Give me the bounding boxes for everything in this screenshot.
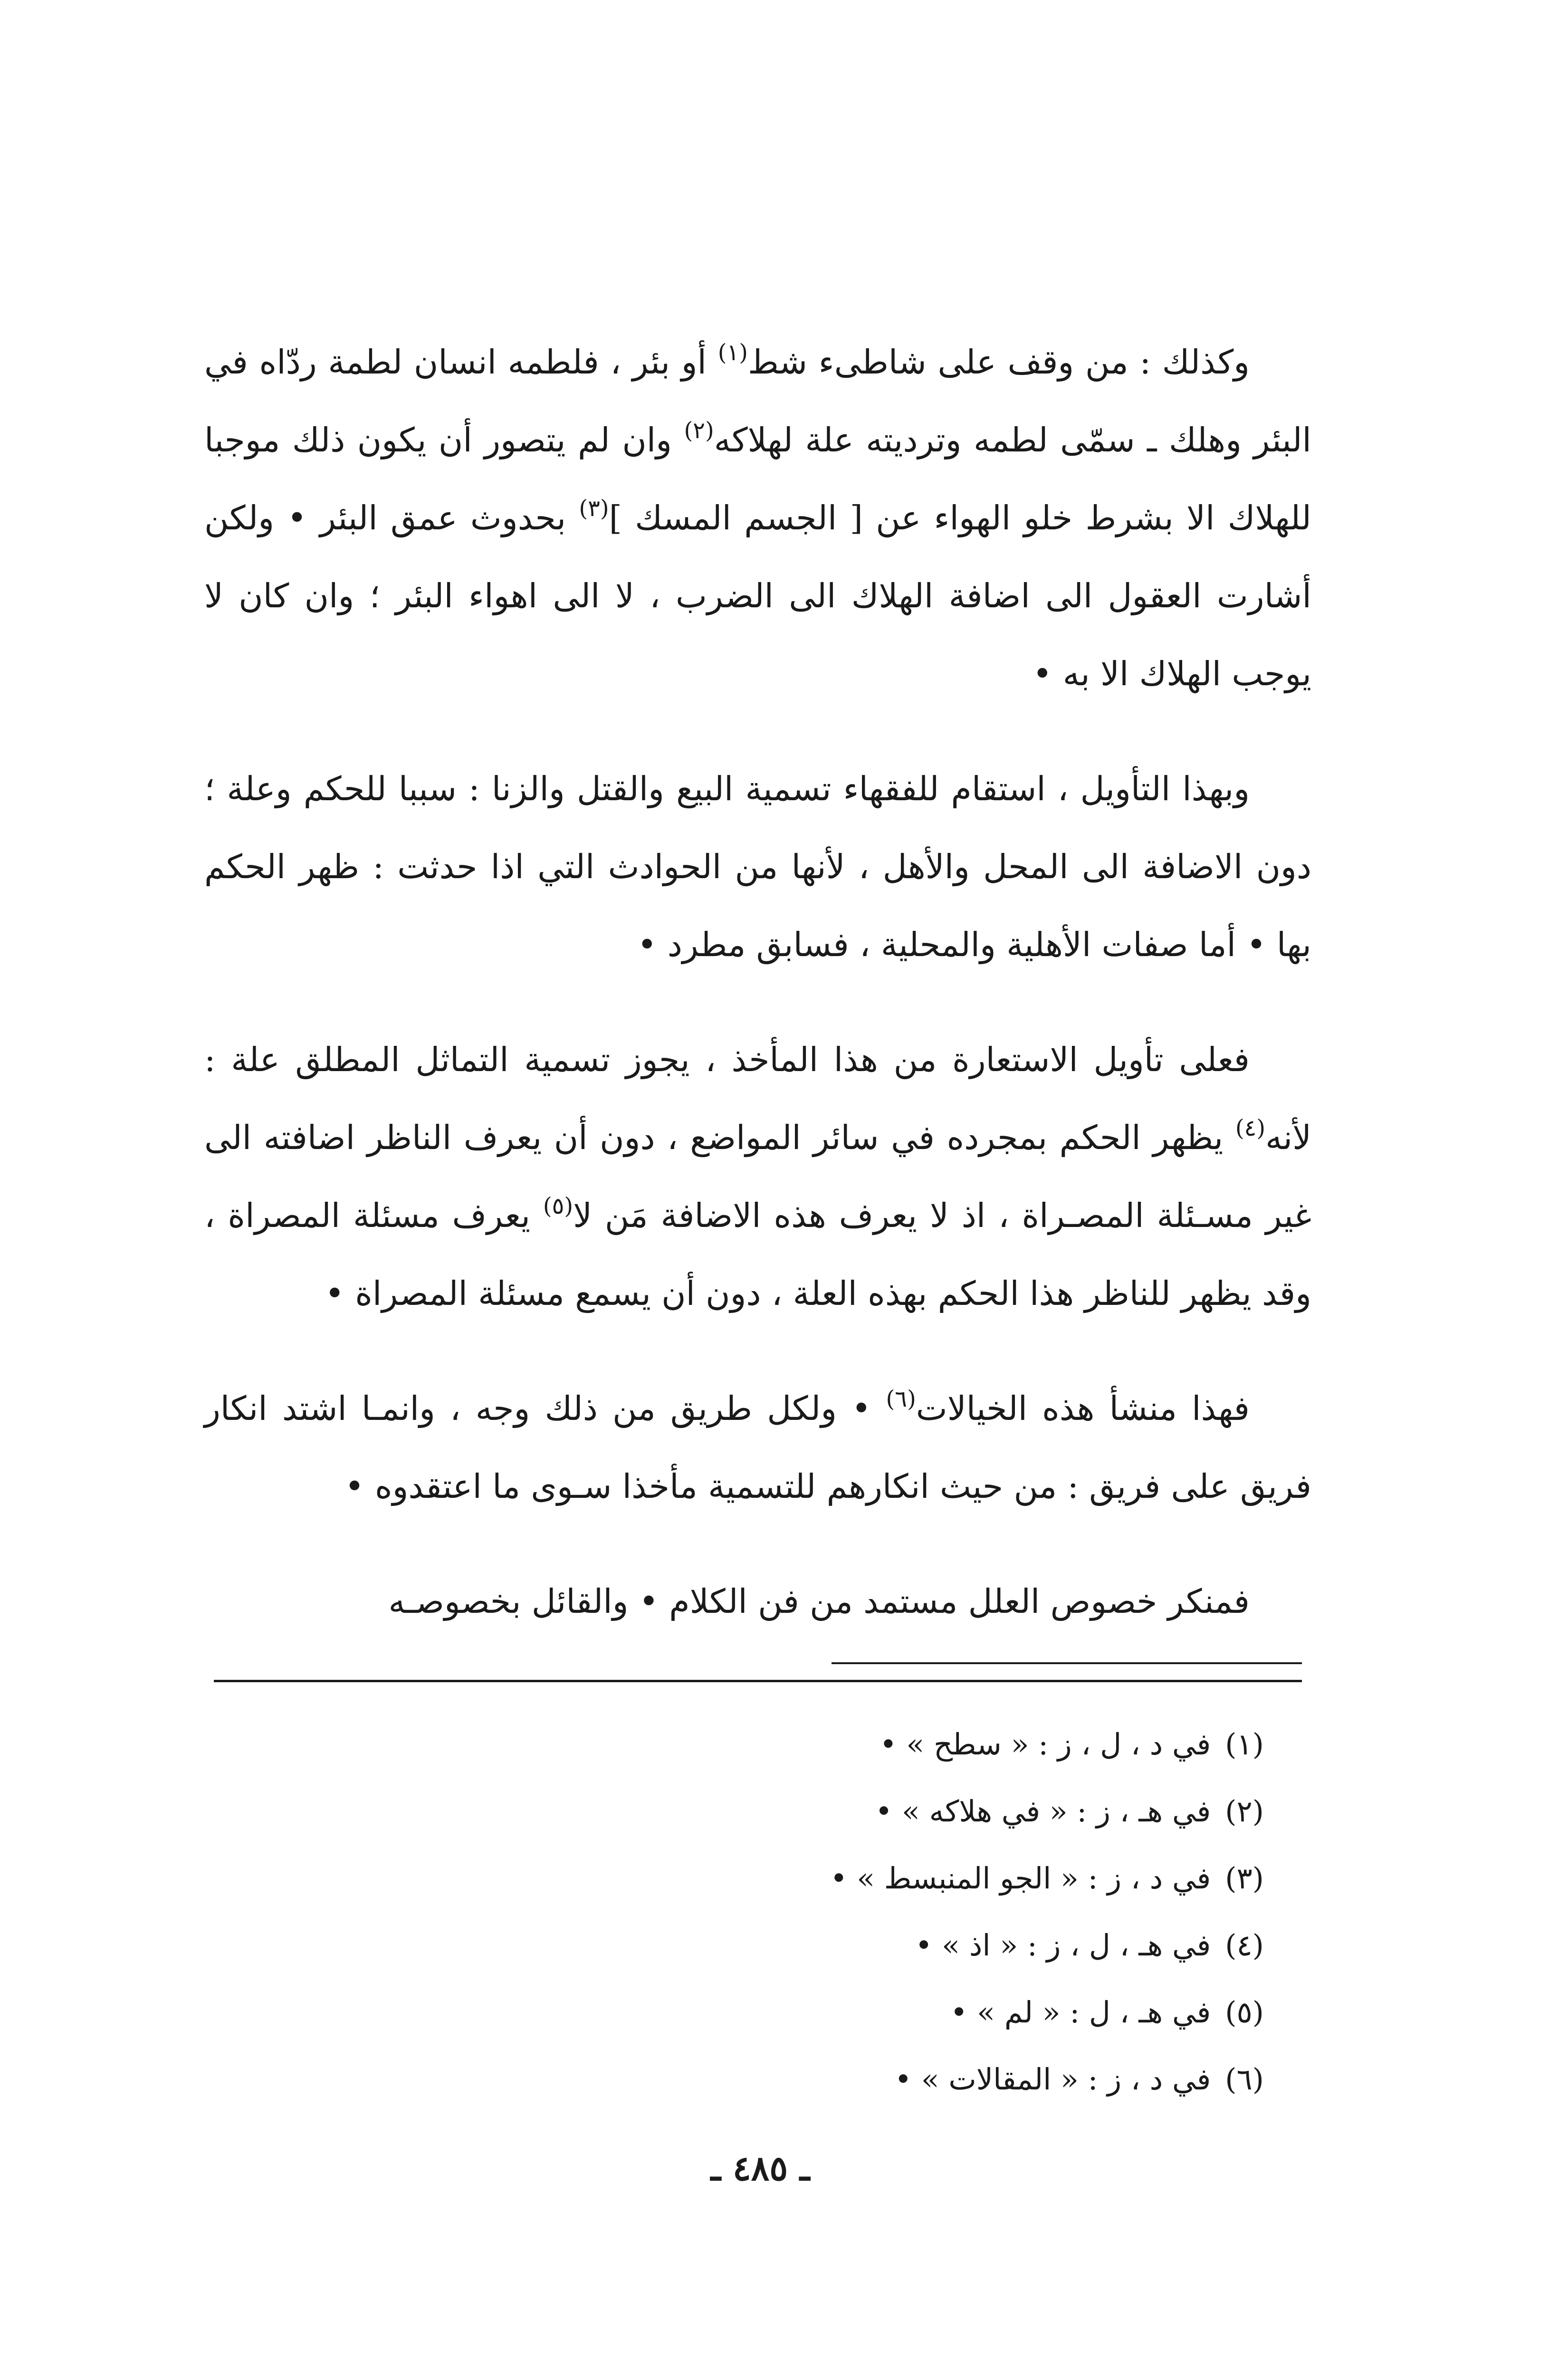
- footnote-text: في د ، ز : « المقالات » •: [894, 2062, 1211, 2097]
- text-segment: وبهذا التأويل ، استقام للفقهاء تسمية البيع والقتل والزنا : سببا للحكم وعلة ؛ دون الاضافة الى المحل والأهل ، لأنها من الحوادث التي اذا حدثت : ظهر الحكم بها • أما صفات الأهلية والمحلية ، فسابق مطرد •: [204, 769, 1311, 964]
- footnote: [523, 1778, 1264, 1845]
- paragraph: [204, 1021, 1311, 1332]
- footnote-ref: (١): [717, 339, 748, 366]
- page-number: ـ ٤٨٥ ـ: [710, 2148, 810, 2188]
- text-segment: فهذا منشأ هذه الخيالات: [916, 1389, 1250, 1428]
- footnote-number: (٣): [1225, 1861, 1264, 1896]
- footnote-number: (١): [1225, 1727, 1264, 1762]
- footnote: [523, 1979, 1264, 2046]
- text-segment: يعرف مسئلة المصراة ، وقد يظهر للناظر هذا الحكم بهذه العلة ، دون أن يسمع مسئلة المصراة •: [204, 1196, 1311, 1313]
- main-text: [204, 323, 1311, 1640]
- footnote-number: (٤): [1225, 1928, 1264, 1963]
- paragraph: [204, 750, 1311, 984]
- footnote: [523, 2046, 1264, 2113]
- footnote-ref: (٥): [543, 1193, 574, 1219]
- text-segment: بحدوث عمق البئر • ولكن أشارت العقول الى اضافة الهلاك الى الضرب ، لا الى اهواء البئر ؛ وان كان لا يوجب الهلاك الا به •: [204, 498, 1311, 693]
- paragraph: [204, 1562, 1311, 1640]
- footnote-text: في هـ ، ل : « لم » •: [950, 1995, 1211, 2030]
- footnote: [523, 1845, 1264, 1912]
- footnote-number: (٢): [1225, 1794, 1264, 1829]
- text-segment: يظهر الحكم بمجرده في سائر المواضع ، دون أن يعرف الناظر اضافته الى غير مسـئلة المصـراة ، اذ لا يعرف هذه الاضافة مَن لا: [204, 1118, 1312, 1235]
- footnote-ref: (٢): [684, 417, 714, 444]
- footnotes: [523, 1711, 1264, 2113]
- footnote-separator-short: [832, 1662, 1302, 1664]
- paragraph: [204, 1370, 1311, 1525]
- footnote-text: في هـ ، ل ، ز : « اذ » •: [915, 1928, 1211, 1963]
- paragraph: [204, 323, 1311, 713]
- footnote-ref: (٦): [886, 1386, 916, 1412]
- footnote-text: في د ، ز : « الجو المنبسط » •: [830, 1861, 1211, 1896]
- text-segment: • ولكل طريق من ذلك وجه ، وانمـا اشتد انكار فريق على فريق : من حيث انكارهم للتسمية مأخذا سـوى ما اعتقدوه •: [204, 1389, 1311, 1506]
- footnote: [523, 1912, 1264, 1979]
- text-segment: فمنكر خصوص العلل مستمد من فن الكلام • والقائل بخصوصـه: [388, 1582, 1250, 1621]
- footnote-text: في د ، ل ، ز : « سطح » •: [880, 1727, 1211, 1762]
- text-segment: وكذلك : من وقف على شاطىء شط: [747, 343, 1250, 382]
- text-segment: أو بئر ، فلطمه انسان لطمة ردّاه في البئر وهلك ـ سمّى لطمه وترديته علة لهلاكه: [204, 343, 1311, 460]
- text-segment: وان لم يتصور أن يكون ذلك موجبا للهلاك الا بشرط خلو الهواء عن [ الجسم المسك ]: [204, 421, 1311, 537]
- footnote-text: في هـ ، ز : « في هلاكه » •: [875, 1794, 1211, 1829]
- footnote-number: (٥): [1225, 1995, 1264, 2030]
- footnote-ref: (٤): [1235, 1115, 1266, 1141]
- footnote-ref: (٣): [579, 495, 609, 522]
- text-segment: فعلى تأويل الاستعارة من هذا المأخذ ، يجوز تسمية التماثل المطلق علة : لأنه: [204, 1040, 1311, 1157]
- footnote: [523, 1711, 1264, 1778]
- footnote-separator: [214, 1680, 1302, 1682]
- footnote-number: (٦): [1225, 2062, 1264, 2097]
